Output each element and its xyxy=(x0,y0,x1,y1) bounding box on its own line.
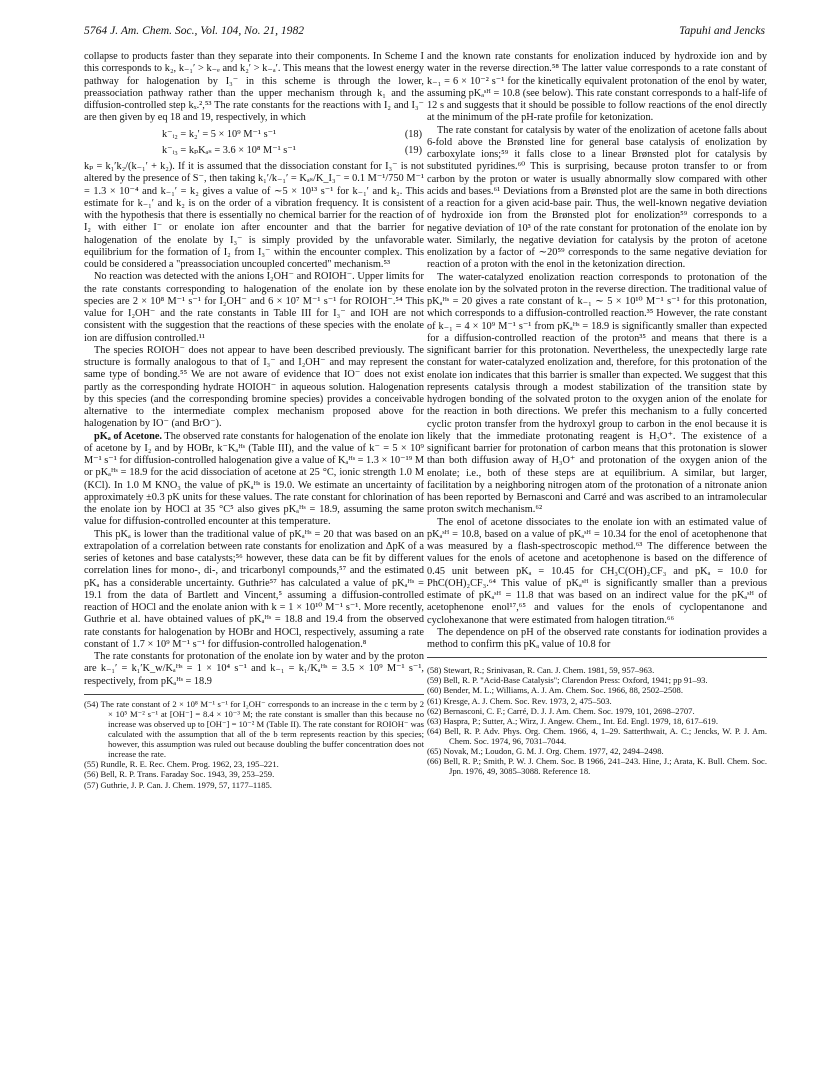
paragraph: The water-catalyzed enolization reaction corresponds to protonation of the enolate ion by the solvated proton in the reverse direction. The traditional value of pKₐᴴˢ = 20 gives a rate constant of k₋₁ ∼ 5 × 10¹⁰ M⁻¹ s⁻¹ for this protonation, which corresponds to a diffusion-controlled reaction.³⁵ However, the rate constant of k₋₁ = 4 × 10⁹ M⁻¹ s⁻¹ from pKₐᴴˢ = 18.9 is significantly smaller than expected for a diffusion-controlled reaction of the proton³⁵ and means that there is a significant barrier for this protonation. Nevertheless, the unexpectedly large rate constant for water-catalyzed enolization and, therefore, for this protonation of the enolate ion indicates that this barrier is smaller than expected. We suggest that this represents catalysis through a modest stabilization of the transition state by hydrogen bonding of the solvated proton to the oxygen anion of the enolate for the reaction in both directions. We prefer this mechanism to a fully concerted cyclic proton transfer from the hydroxyl group to carbon in the enol because it is likely that the immediate protonating reagent is H₃O⁺. The existence of a significant barrier for protonation of carbon means that this protonation is slower than both diffusion away of H₃O⁺ and protonation of the oxygen anion of the enolate; i.e., both of these steps are at equilibrium. A similar, but larger, facilitation by a neighboring nitrogen atom of the protonation of a nitronate anion has been reported by Bernasconi and Carré and was ascribed to an intramolecular proton switch mechanism.⁶² xyxy=(427,271,767,516)
reference-item: (58) Stewart, R.; Srinivasan, R. Can. J. Chem. 1981, 59, 957–963. xyxy=(427,665,655,676)
reference-item: (62) Bernasconi, C. F.; Carré, D. J. J. Am. Chem. Soc. 1979, 101, 2698–2707. xyxy=(427,705,695,716)
equation-19 xyxy=(84,145,424,157)
reference-item: (61) Kresge, A. J. Chem. Soc. Rev. 1973, 2, 475–503. xyxy=(427,695,612,706)
reference-item: (60) Bender, M. L.; Williams, A. J. Am. Chem. Soc. 1966, 88, 2502–2508. xyxy=(427,685,683,696)
paragraph: The rate constants for protonation of the enolate ion by water and by the proton are k₋₁′ = k₁′K_w/Kₐᴴˢ = 1 × 10⁴ s⁻¹ and k₋₁ = k₁/Kₐᴴˢ = 3.5 × 10⁹ M⁻¹ s⁻¹, respectively, from pKₐᴴˢ = 18.9 xyxy=(84,651,424,687)
reference-item: (66) Bell, R. P.; Smith, P. W. J. Chem. Soc. B 1966, 241–243. Hine, J.; Arata, K. Bull. Chem. Soc. Jpn. 1976, 49, 3085–3088. Reference 18. xyxy=(427,756,767,777)
section-heading: pKₐ of Acetone. xyxy=(94,430,162,442)
reference-item: (59) Bell, R. P. "Acid-Base Catalysis"; Clarendon Press: Oxford, 1941; pp 91–93. xyxy=(427,675,708,686)
journal-citation: 5764 J. Am. Chem. Soc., Vol. 104, No. 21, 1982 xyxy=(84,24,305,37)
reference-item: (65) Novak, M.; Loudon, G. M. J. Org. Chem. 1977, 42, 2494–2498. xyxy=(427,746,664,756)
paragraph-text: The observed rate constants for halogenation of the enolate ion of acetone by I₂ and by HOBr, k⁻Kₐᴴˢ (Table III), and the value of k⁻ = 5 × 10⁹ M⁻¹ s⁻¹ for diffusion-controlled halogenation give a value of Kₐᴴˢ = 1.3 × 10⁻¹⁹ M or pKₐᴴˢ = 18.9 for the acid dissociation of acetone at 25 °C, ionic strength 1.0 M (KCl). In 1.0 M KNO₃ the value of pKₐᴴˢ is 19.0. We estimate an uncertainty of approximately ±0.3 pK units for these values. The rate constant for chlorination of the enolate ion by HOCl at 35 °C⁵ also gives pKₐᴴˢ = 18.9, assuming the same value for diffusion-controlled encounter at this temperature. xyxy=(84,430,424,528)
equation-body: k⁻ᵢ₃ = kₚKₐₛ = 3.6 × 10⁸ M⁻¹ s⁻¹ xyxy=(162,144,296,156)
reference-item: (64) Bell, R. P. Adv. Phys. Org. Chem. 1966, 4, 1–29. Satterthwait, A. C.; Jencks, W. P. J. Am. Chem. Soc. 1974, 96, 7031–7044. xyxy=(427,725,767,746)
footnote: (56) Bell, R. P. Trans. Faraday Soc. 1943, 39, 253–259. xyxy=(84,769,275,780)
authors-running-head: Tapuhi and Jencks xyxy=(679,24,765,37)
paragraph: collapse to products faster than they separate into their components. In Scheme I this corresponds to k₂, k₋₁′ > k₋ₑ and k₂′ > k₋ₐ′. This means that the lowest energy pathway for halogenation by I₃⁻ in this scheme is through the lower, preassociation pathway rather than the upper mechanism through k₁ and the diffusion-controlled step kₓ.²,⁵³ The rate constants for the reactions with I₂ and I₃⁻ are then given by eq 18 and 19, respectively, in which xyxy=(84,51,424,124)
section-paragraph xyxy=(84,431,424,529)
equation-18 xyxy=(84,129,424,141)
footnote: (57) Guthrie, J. P. Can. J. Chem. 1979, 57, 1177–1185. xyxy=(84,779,272,790)
right-column xyxy=(427,51,767,776)
footnote: (54) The rate constant of 2 × 10⁸ M⁻¹ s⁻¹ for I₂OH⁻ corresponds to an increase in the c term by 2 × 10⁵ M⁻² s⁻¹ at [OH⁻] = 8.4 × 10⁻³ M; the rate constant is smaller than this because no increase was observed up to [OH⁻] = 10⁻² M (Table II). The rate constant for ROIOH⁻ was calculated with the assumption that all of the b term represents reaction by this species; however, this assumption was ruled out because doubling the buffer concentration does not increase the rate. xyxy=(84,698,424,760)
paragraph: The dependence on pH of the observed rate constants for iodination provides a method to confirm this pKₐ value of 10.8 for xyxy=(427,626,767,650)
equation-number: (19) xyxy=(404,144,422,156)
paragraph: The enol of acetone dissociates to the enolate ion with an estimated value of pKₐˢᴴ = 10.8, based on a value of pKₐˢᴴ = 10.34 for the enol of acetophenone that was measured by a flash-spectroscopic method.⁶³ The difference between the values for the enols of acetone and acetophenone is based on the difference of 0.45 unit between pKₐ = 10.45 for CH₃C(OH)₂CF₃ and pKₐ = 10.0 for PhC(OH)₂CF₃.⁶⁴ This value of pKₐˢᴴ is significantly smaller than a previous estimate of pKₐˢᴴ = 11.8 that was based on an indirect value for the pKₐˢᴴ of acetophenone enol¹⁷,⁶⁵ and values for the enols of cyclopentanone and cyclohexanone that were estimated from halogen titration.⁶⁶ xyxy=(427,516,767,626)
paragraph: This pKₐ is lower than the traditional value of pKₐᴴˢ = 20 that was based on an extrapolation of a correlation between rate constants for enolization and ΔpK of a series of ketones and base catalysts;⁵⁶ however, these data can be fit by different correlation lines for mono-, di-, and tricarbonyl compounds,⁵⁷ and the estimated pKₐ has a considerable uncertainty. Guthrie⁵⁷ has calculated a value of pKₐᴴˢ = 19.1 from the data of Bartlett and Vincent,⁵ assuming a diffusion-controlled reaction of HOCl and the enolate anion with k = 1 × 10¹⁰ M⁻¹ s⁻¹. More recently, Guthrie et al. have obtained values of pKₐᴴˢ = 18.8 and 19.4 from the observed rate constants for halogenation by HOBr and HOCl, respectively, assuming a rate constant of 1.7 × 10⁹ M⁻¹ s⁻¹ for diffusion-controlled halogenation.⁸ xyxy=(84,528,424,650)
reference-item: (63) Haspra, P.; Sutter, A.; Wirz, J. Angew. Chem., Int. Ed. Engl. 1979, 18, 617–619. xyxy=(427,715,718,726)
footnote-divider xyxy=(84,694,424,695)
paragraph: The rate constant for catalysis by water of the enolization of acetone falls about 6-fold above the Brønsted line for general base catalysis of enolization by carboxylate ions;⁵⁹ it falls close to a linear Brønsted plot for catalysis by substituted pyridines.⁶⁰ This is surprising, because proton transfer to or from carbon by the proton or water is usually abnormally slow compared with other acids and bases.⁶¹ Deviations from a Brønsted plot are the same in both directions of a reaction for a given acid-base pair. Thus, the well-known negative deviation of hydroxide ion from the Brønsted plot for enolization⁵⁹ corresponds to a negative deviation of 10³ of the rate constant for protonation of the enolate ion by water. Similarly, the negative deviation for catalysis by the proton of acetone enolization by a factor of ∼20⁵⁹ corresponds to the same negative deviation for reaction of a proton with the enol in the ketonization direction. xyxy=(427,124,767,271)
references-list xyxy=(427,665,767,776)
paragraph: kₚ = k₁′k₂/(k₋₁′ + k₂). If it is assumed that the dissociation constant for I₃⁻ is not altered by the presence of S⁻, then taking k₁′/k₋₁′ = Kₐₛ/K_I₃⁻ = 0.1 M⁻¹/750 M⁻¹ = 1.3 × 10⁻⁴ and k₋₁′ = k₂ gives a value of ∼5 × 10¹³ s⁻¹ for k₋₁′ and k₂. This estimate for k₋₁′ and k₂ is on the order of a vibration frequency. It is consistent with the hypothesis that there is essentially no chemical barrier for the reaction of I₂ with either I⁻ or enolate ion after encounter and that the barrier for halogenation of the enolate by I₃⁻ is simply provided by the unfavorable equilibrium for the formation of I₂ from I₃⁻ within the encounter complex. This could be considered a "preassociation uncoupled concerted" mechanism.⁵³ xyxy=(84,161,424,270)
running-header xyxy=(84,24,765,40)
equation-body: k⁻ᵢ₂ = k₂′ = 5 × 10⁹ M⁻¹ s⁻¹ xyxy=(162,128,277,140)
paragraph: No reaction was detected with the anions I₂OH⁻ and ROIOH⁻. Upper limits for the rate constants corresponding to halogenation of the enolate ion by these species are 2 × 10⁸ M⁻¹ s⁻¹ for I₂OH⁻ and 6 × 10⁷ M⁻¹ s⁻¹ for ROIOH⁻.⁵⁴ This value for I₂OH⁻ and the rate constants in Table III for I₃⁻ and IOH are not consistent with the suggestion that the reactions of these species with the enolate ion are diffusion controlled.¹¹ xyxy=(84,271,424,344)
paragraph: and the known rate constants for enolization induced by hydroxide ion and by water in the reverse direction.⁵⁸ The latter value corresponds to a rate constant of k₋₁ = 6 × 10⁻² s⁻¹ for the kinetically equivalent protonation of the enol by water, assuming pKₐˢᴴ = 10.8 (see below). This rate constant corresponds to a half-life of 12 s and suggests that it should be possible to follow reactions of the enol directly at the minimum of the pH-rate profile for ketonization. xyxy=(427,51,767,124)
equation-number: (18) xyxy=(404,128,422,140)
references-divider xyxy=(427,657,767,658)
paragraph: The species ROIOH⁻ does not appear to have been described previously. The structure is formally analogous to that of I₃⁻ and I₂OH⁻ and may represent the same type of bonding.⁵⁵ We are not aware of evidence that IO⁻ does not exist partly as the corresponding hydrate HOIOH⁻ in aqueous solution. Halogenation by this species (and the corresponding bromine species) provides a conceivable alternative to the intermediate complex mechanism proposed above for halogenation by IO⁻ (and BrO⁻). xyxy=(84,344,424,430)
footnote: (55) Rundle, R. E. Rec. Chem. Prog. 1962, 23, 195–221. xyxy=(84,759,279,770)
left-column xyxy=(84,51,424,790)
